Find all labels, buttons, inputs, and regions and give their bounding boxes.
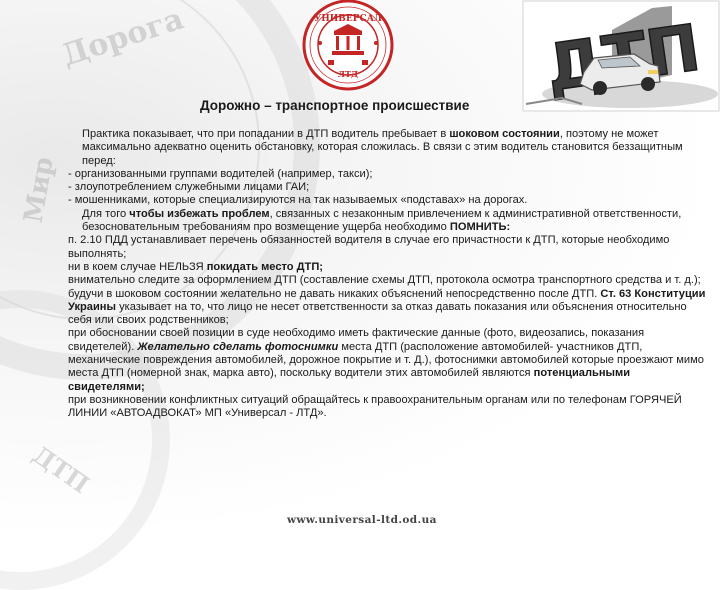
rule-item: при возникновении конфликтных ситуаций обращайтесь к правоохранительным органам или по телефонам ГОРЯЧЕЙ ЛИНИИ «АВТОАДВОКАТ» МП «Универсал - ЛТД». bbox=[68, 393, 682, 420]
footer-url[interactable]: www.universal-ltd.od.ua bbox=[287, 514, 437, 526]
watermark-glyph: Мир bbox=[18, 154, 60, 226]
rule-item bbox=[68, 288, 708, 328]
threat-item: - злоупотреблением служебными лицами ГАИ; bbox=[68, 181, 310, 194]
rule-text: при обосновании своей позиции в суде необходимо иметь фактические данные (фото, видеозапись, показания свидетелей). bbox=[68, 327, 645, 353]
rule-item bbox=[68, 261, 708, 274]
rule-item: внимательно следите за оформлением ДТП (составление схемы ДТП, протокола осмотра транспортного средства и т. д.); bbox=[68, 274, 701, 287]
intro-text: Практика показывает, что при попадании в ДТП водитель пребывает в bbox=[82, 128, 450, 140]
avoid-bold: чтобы избежать проблем bbox=[129, 207, 270, 220]
rule-bold: потенциальными свидетелями; bbox=[68, 367, 631, 393]
remember-heading: ПОМНИТЬ: bbox=[449, 221, 511, 234]
avoid-text: , связанных с незаконным привлечением к административной ответственности, безосновательным требованиям про возмещение ущерба необходимо bbox=[82, 207, 682, 234]
rule-text: указывает на то, что лицо не несет ответственности за отказ давать показания или объяснения относительно себя или своих родственников; bbox=[68, 300, 687, 327]
avoid-paragraph bbox=[68, 208, 708, 235]
seal-top-text: УНИВЕРСАЛ bbox=[314, 14, 382, 24]
rule-text: ни в коем случае НЕЛЬЗЯ bbox=[68, 260, 207, 273]
rule-item bbox=[68, 327, 708, 393]
rule-bold: покидать место ДТП; bbox=[206, 260, 323, 273]
watermark-glyph: ДТП bbox=[27, 439, 95, 500]
rule-item: п. 2.10 ПДД устанавливает перечень обязанностей водителя в случае его причастности к ДТП, которые необходимо выполнять; bbox=[68, 234, 670, 260]
rule-bold-italic: Желательно сделать фотоснимки bbox=[137, 340, 339, 353]
avoid-text: Для того bbox=[82, 207, 130, 220]
threat-item: - мошенниками, которые специализируются на так называемых «подставах» на дорогах. bbox=[68, 194, 528, 207]
intro-bold: шоковом состоянии bbox=[449, 128, 560, 140]
dtp-illustration bbox=[522, 0, 720, 112]
rule-text: будучи в шоковом состоянии желательно не давать никаких объяснений непосредственно после ДТП. bbox=[68, 287, 601, 300]
intro-text: , поэтому не может максимально адекватно оценить обстановку, которая сложилась. В связи с этим водитель становится беззащитным перед: bbox=[82, 128, 683, 167]
seal-bottom-text: ЛТД bbox=[337, 69, 359, 79]
threat-item: - организованными группами водителей (например, такси); bbox=[68, 167, 373, 180]
rule-text: места ДТП (расположение автомобилей- участников ДТП, механические повреждения автомобилей, дорожное покрытие и т. Д.), фотоснимки автомобилей которые проезжают мимо места ДТП (номерной знак, марка авто), поскольку водители этих автомобилей являются bbox=[68, 340, 704, 380]
rule-bold: Ст. 63 Конституции Украины bbox=[68, 287, 706, 313]
company-seal bbox=[298, 0, 398, 94]
document-body bbox=[68, 128, 708, 421]
watermark-glyph: Дорога bbox=[57, 1, 188, 74]
page-title: Дорожно – транспортное происшествие bbox=[200, 98, 470, 113]
intro-paragraph bbox=[68, 128, 708, 168]
